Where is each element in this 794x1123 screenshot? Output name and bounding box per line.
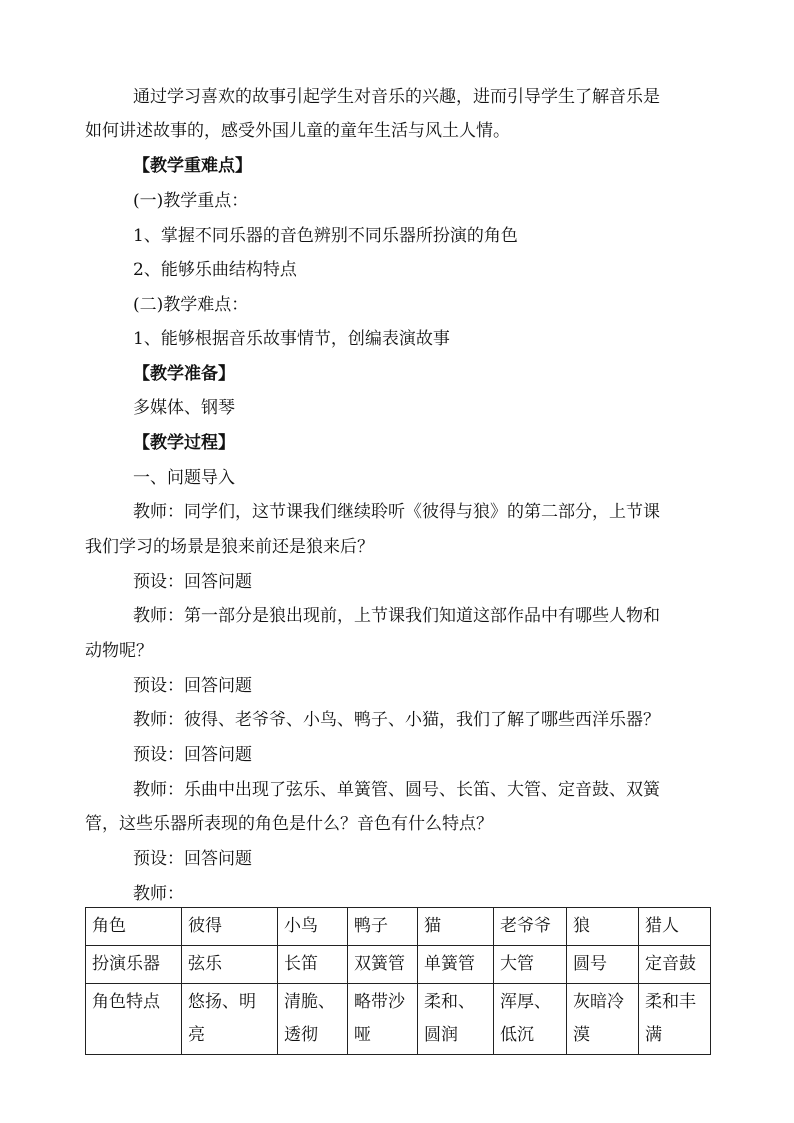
table-cell: 圆号 [567, 946, 639, 984]
table-cell: 彼得 [182, 908, 278, 946]
preset-answer: 预设：回答问题 [133, 745, 252, 765]
preparation-text: 多媒体、钢琴 [133, 398, 235, 418]
process-heading: 【教学过程】 [133, 433, 235, 453]
table-cell: 柔和、圆润 [418, 984, 494, 1055]
table-cell: 角色特点 [86, 984, 182, 1055]
table-row [86, 984, 711, 1055]
table-cell: 大管 [494, 946, 567, 984]
table-cell: 猎人 [639, 908, 711, 946]
table-cell: 灰暗冷漠 [567, 984, 639, 1055]
key-point-item: 1、掌握不同乐器的音色辨别不同乐器所扮演的角色 [133, 226, 518, 246]
table-row [86, 946, 711, 984]
teacher-line-cont: 我们学习的场景是狼来前还是狼来后？ [85, 537, 374, 557]
table-cell: 悠扬、明亮 [182, 984, 278, 1055]
teacher-line-cont: 动物呢？ [85, 641, 153, 661]
teacher-line: 教师：同学们，这节课我们继续聆听《彼得与狼》的第二部分，上节课 [133, 502, 660, 522]
preset-answer: 预设：回答问题 [133, 849, 252, 869]
teacher-line: 教师：第一部分是狼出现前，上节课我们知道这部作品中有哪些人物和 [133, 606, 660, 626]
table-cell: 老爷爷 [494, 908, 567, 946]
table-cell: 清脆、透彻 [278, 984, 348, 1055]
teacher-line: 教师：彼得、老爷爷、小鸟、鸭子、小猫，我们了解了哪些西洋乐器？ [133, 710, 660, 730]
table-cell: 猫 [418, 908, 494, 946]
table-cell: 单簧管 [418, 946, 494, 984]
table-cell: 浑厚、低沉 [494, 984, 567, 1055]
table-cell: 双簧管 [348, 946, 418, 984]
roles-table [85, 907, 711, 1055]
difficult-points-title: (二)教学难点： [133, 295, 249, 315]
key-points-title: (一)教学重点： [133, 191, 249, 211]
table-row [86, 908, 711, 946]
table-cell: 鸭子 [348, 908, 418, 946]
key-point-item: 2、能够乐曲结构特点 [133, 260, 297, 280]
teacher-line-cont: 管，这些乐器所表现的角色是什么？音色有什么特点？ [85, 814, 493, 834]
difficult-point-item: 1、能够根据音乐故事情节，创编表演故事 [133, 329, 450, 349]
table-cell: 柔和丰满 [639, 984, 711, 1055]
table-cell: 定音鼓 [639, 946, 711, 984]
intro-line-1: 通过学习喜欢的故事引起学生对音乐的兴趣，进而引导学生了解音乐是 [133, 87, 660, 107]
table-cell: 长笛 [278, 946, 348, 984]
intro-line-2: 如何讲述故事的，感受外国儿童的童年生活与风土人情。 [85, 121, 510, 141]
table-cell: 角色 [86, 908, 182, 946]
table-cell: 小鸟 [278, 908, 348, 946]
table-cell: 扮演乐器 [86, 946, 182, 984]
preset-answer: 预设：回答问题 [133, 572, 252, 592]
table-cell: 弦乐 [182, 946, 278, 984]
table-cell: 略带沙哑 [348, 984, 418, 1055]
teacher-line: 教师：乐曲中出现了弦乐、单簧管、圆号、长笛、大管、定音鼓、双簧 [133, 780, 660, 800]
key-difficult-heading: 【教学重难点】 [133, 156, 252, 176]
preset-answer: 预设：回答问题 [133, 676, 252, 696]
preparation-heading: 【教学准备】 [133, 364, 235, 384]
section-title: 一、问题导入 [133, 468, 235, 488]
table-cell: 狼 [567, 908, 639, 946]
teacher-line: 教师： [133, 884, 184, 904]
